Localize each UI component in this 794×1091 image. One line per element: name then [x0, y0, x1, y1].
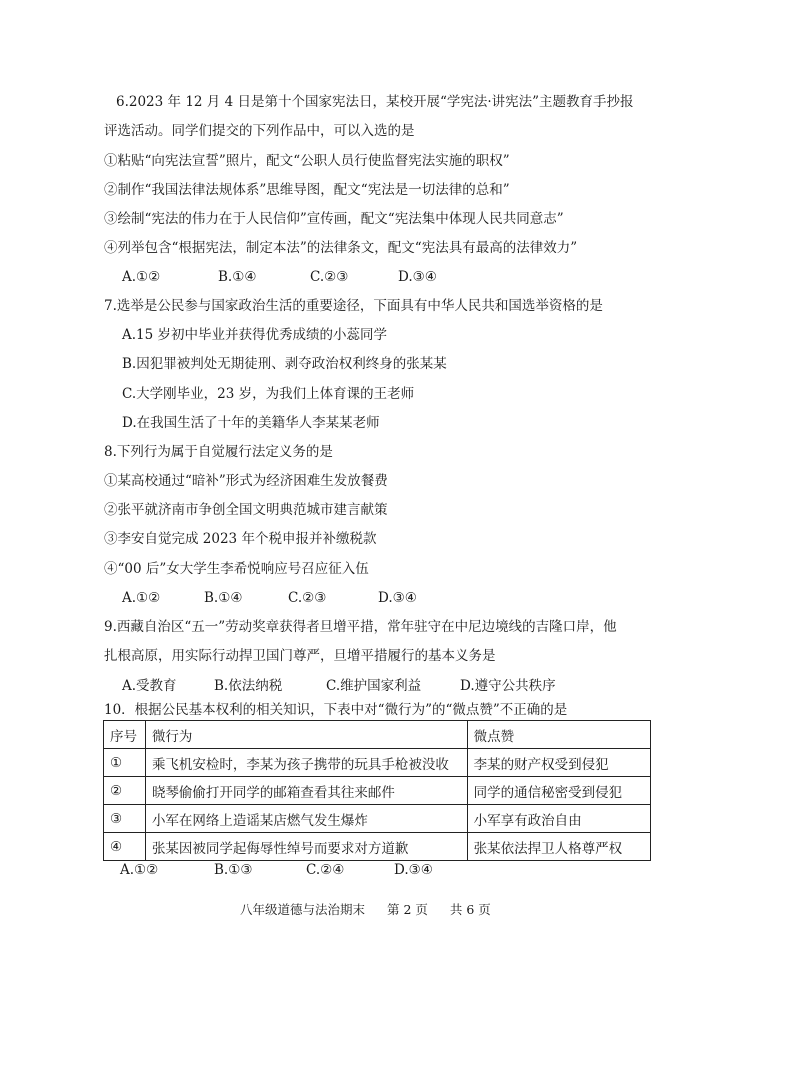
table-cell-behavior: 晓琴偷偷打开同学的邮箱查看其往来邮件	[145, 777, 467, 805]
q10-option-b: B.①③	[214, 862, 253, 878]
q7-option-a: A.15 岁初中毕业并获得优秀成绩的小蕊同学	[122, 327, 388, 343]
q10-stem: 10．根据公民基本权利的相关知识，下表中对“微行为”的“微点赞”不正确的是	[104, 702, 568, 718]
table-cell-behavior: 小军在网络上造谣某店燃气发生爆炸	[145, 805, 467, 833]
q6-item-1: ①粘贴“向宪法宣誓”照片，配文“公职人员行使监督宪法实施的职权”	[104, 153, 510, 169]
table-header-behavior: 微行为	[145, 721, 467, 749]
q10-table	[103, 720, 651, 861]
q8-item-2: ②张平就济南市争创全国文明典范城市建言献策	[104, 502, 388, 518]
q6-stem-line1: 6.2023 年 12 月 4 日是第十个国家宪法日，某校开展“学宪法·讲宪法”主题教育手抄报	[116, 94, 634, 110]
table-cell-comment: 同学的通信秘密受到侵犯	[467, 777, 650, 805]
q9-option-c: C.维护国家利益	[326, 678, 422, 694]
q8-item-1: ①某高校通过“暗补”形式为经济困难生发放餐费	[104, 473, 388, 489]
table-cell-index: ②	[104, 777, 146, 805]
q6-option-d: D.③④	[398, 269, 437, 285]
q7-option-d: D.在我国生活了十年的美籍华人李某某老师	[122, 415, 380, 431]
table-row	[104, 749, 651, 777]
q8-options	[122, 588, 417, 608]
page-footer	[240, 900, 491, 918]
q8-option-c: C.②③	[288, 590, 327, 606]
table-row	[104, 805, 651, 833]
q10-options	[120, 860, 433, 880]
q6-item-4: ④列举包含“根据宪法，制定本法”的法律条文，配文“宪法具有最高的法律效力”	[104, 240, 578, 256]
q8-stem: 8.下列行为属于自觉履行法定义务的是	[104, 444, 333, 460]
q7-option-b: B.因犯罪被判处无期徒刑、剥夺政治权利终身的张某某	[122, 356, 447, 372]
q6-item-3: ③绘制“宪法的伟力在于人民信仰”宣传画，配文“宪法集中体现人民共同意志”	[104, 211, 564, 227]
table-cell-behavior: 张某因被同学起侮辱性绰号而要求对方道歉	[145, 833, 467, 861]
q7-stem: 7.选举是公民参与国家政治生活的重要途径，下面具有中华人民共和国选举资格的是	[104, 298, 603, 314]
table-row	[104, 833, 651, 861]
q7-option-c: C.大学刚毕业，23 岁，为我们上体育课的王老师	[122, 386, 415, 402]
q10-option-a: A.①②	[120, 862, 159, 878]
q6-options	[122, 267, 437, 287]
q8-item-3: ③李安自觉完成 2023 年个税申报并补缴税款	[104, 531, 377, 547]
table-cell-comment: 小军享有政治自由	[467, 805, 650, 833]
q8-option-b: B.①④	[204, 590, 243, 606]
table-cell-behavior: 乘飞机安检时，李某为孩子携带的玩具手枪被没收	[145, 749, 467, 777]
table-cell-comment: 张某依法捍卫人格尊严权	[467, 833, 650, 861]
q9-stem-line2: 扎根高原，用实际行动捍卫国门尊严，旦增平措履行的基本义务是	[104, 648, 496, 664]
q6-option-c: C.②③	[310, 269, 349, 285]
table-cell-comment: 李某的财产权受到侵犯	[467, 749, 650, 777]
table-cell-index: ①	[104, 749, 146, 777]
q8-option-a: A.①②	[122, 590, 161, 606]
table-row	[104, 777, 651, 805]
footer-course: 八年级道德与法治期末	[240, 902, 366, 917]
footer-page-total: 共 6 页	[449, 902, 491, 917]
q9-stem-line1: 9.西藏自治区“五一”劳动奖章获得者旦增平措，常年驻守在中尼边境线的吉隆口岸，他	[104, 619, 617, 635]
table-header-index: 序号	[104, 721, 146, 749]
table-header-comment: 微点赞	[467, 721, 650, 749]
q6-item-2: ②制作“我国法律法规体系”思维导图，配文“宪法是一切法律的总和”	[104, 182, 510, 198]
q10-option-c: C.②④	[306, 862, 345, 878]
q6-option-b: B.①④	[218, 269, 257, 285]
q9-option-a: A.受教育	[122, 678, 177, 694]
q10-option-d: D.③④	[394, 862, 433, 878]
q8-item-4: ④“00 后”女大学生李希悦响应号召应征入伍	[104, 561, 369, 577]
q9-options	[122, 676, 556, 696]
q6-stem-line2: 评选活动。同学们提交的下列作品中，可以入选的是	[104, 123, 415, 139]
table-cell-index: ④	[104, 833, 146, 861]
footer-page-number: 第 2 页	[386, 902, 428, 917]
table-header-row	[104, 721, 651, 749]
q8-option-d: D.③④	[378, 590, 417, 606]
table-cell-index: ③	[104, 805, 146, 833]
q9-option-b: B.依法纳税	[214, 678, 283, 694]
q9-option-d: D.遵守公共秩序	[460, 678, 556, 694]
q6-option-a: A.①②	[122, 269, 161, 285]
